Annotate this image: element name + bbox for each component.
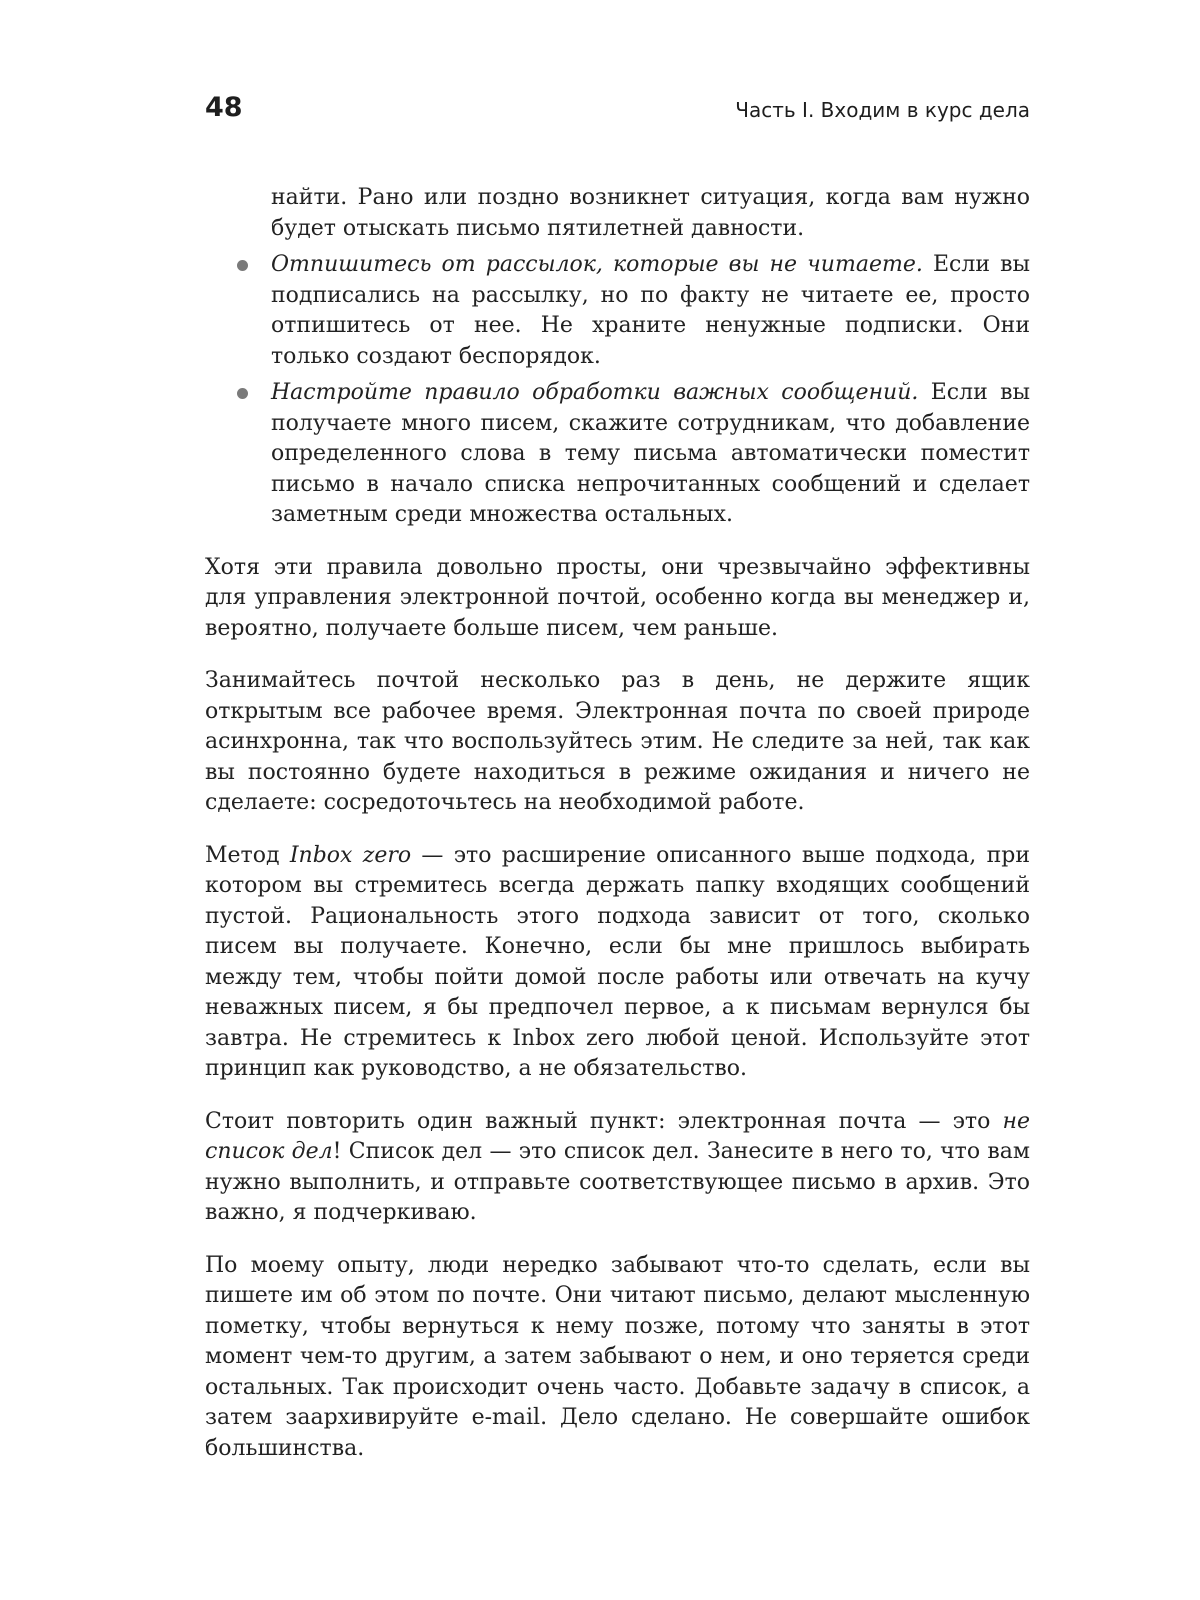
paragraph-text: Метод: [205, 842, 290, 868]
continuation-text: найти. Рано или поздно возникнет ситуация, когда вам нужно будет отыскать письмо пятилетней давности.: [271, 185, 1030, 241]
paragraph-text: ! Список дел — это список дел. Занесите в него то, что вам нужно выполнить, и отправьте соответствующее письмо в архив. Это важно, я подчеркиваю.: [205, 1139, 1031, 1225]
paragraph: Хотя эти правила довольно просты, они чрезвычайно эффективны для управления электронной почтой, особенно когда вы менеджер и, вероятно, получаете больше писем, чем раньше.: [205, 554, 1030, 641]
paragraph: [205, 1107, 1030, 1229]
list-item: [271, 378, 1030, 531]
list-item: [271, 250, 1030, 372]
paragraph-text: Стоит повторить один важный пункт: электронная почта — это: [205, 1108, 1003, 1134]
page-header: [205, 92, 1030, 132]
paragraph-emphasis: Inbox zero: [289, 842, 412, 868]
paragraph: Занимайтесь почтой несколько раз в день, не держите ящик открытым все рабочее время. Электронная почта по своей природе асинхронна, так что воспользуйтесь этим. Не следите за ней, так как вы постоянно будете находиться в режиме ожидания и ничего не сделаете: сосредоточьтесь на необходимой работе.: [205, 668, 1030, 815]
bullet-icon: [237, 388, 248, 399]
bullet-body: Если вы получаете много писем, скажите сотрудникам, что добавление определенного слова в тему письма автоматически поместит письмо в начало списка непрочитанных сообщений и сделает заметным среди множества остальных.: [271, 380, 1030, 527]
bullet-lead: Настройте правило обработки важных сообщений.: [271, 380, 919, 405]
paragraph: По моему опыту, люди нередко забывают что-то сделать, если вы пишете им об этом по почте. Они читают письмо, делают мысленную пометку, чтобы вернуться к нему позже, потому что заняты в этот момент чем-то другим, а затем забывают о нем, и оно теряется среди остальных. Так происходит очень часто. Добавьте задачу в список, а затем заархивируйте e-mail. Дело сделано. Не совершайте ошибок большинства.: [205, 1252, 1030, 1461]
paragraph: [205, 841, 1030, 1085]
bullet-text: [271, 250, 1030, 372]
page-number: 48: [205, 92, 243, 123]
paragraph-text: — это расширение описанного выше подхода, при котором вы стремитесь всегда держать папку входящих сообщений пустой. Рациональность этого подхода зависит от того, сколько писем вы получаете. Конечно, если бы мне пришлось выбирать между тем, чтобы пойти домой после работы или отвечать на кучу неважных писем, я бы предпочел первое, а к письмам вернулся бы завтра. Не стремитесь к Inbox zero любой ценой. Используйте этот принцип как руководство, а не обязательство.: [205, 842, 1030, 1081]
page-body: [205, 183, 1030, 1464]
bullet-icon: [237, 260, 248, 271]
paragraph-emphasis: не список дел: [205, 1108, 1030, 1164]
running-head: Часть I. Входим в курс дела: [735, 98, 1030, 122]
bullet-body: Если вы подписались на рассылку, но по факту не читаете ее, просто отпишитесь от нее. Не храните ненужные подписки. Они только создают беспорядок.: [271, 252, 1030, 369]
bullet-text: [271, 378, 1030, 531]
list-item-continuation: [271, 183, 1030, 244]
bullet-lead: Отпишитесь от рассылок, которые вы не читаете.: [271, 252, 923, 277]
